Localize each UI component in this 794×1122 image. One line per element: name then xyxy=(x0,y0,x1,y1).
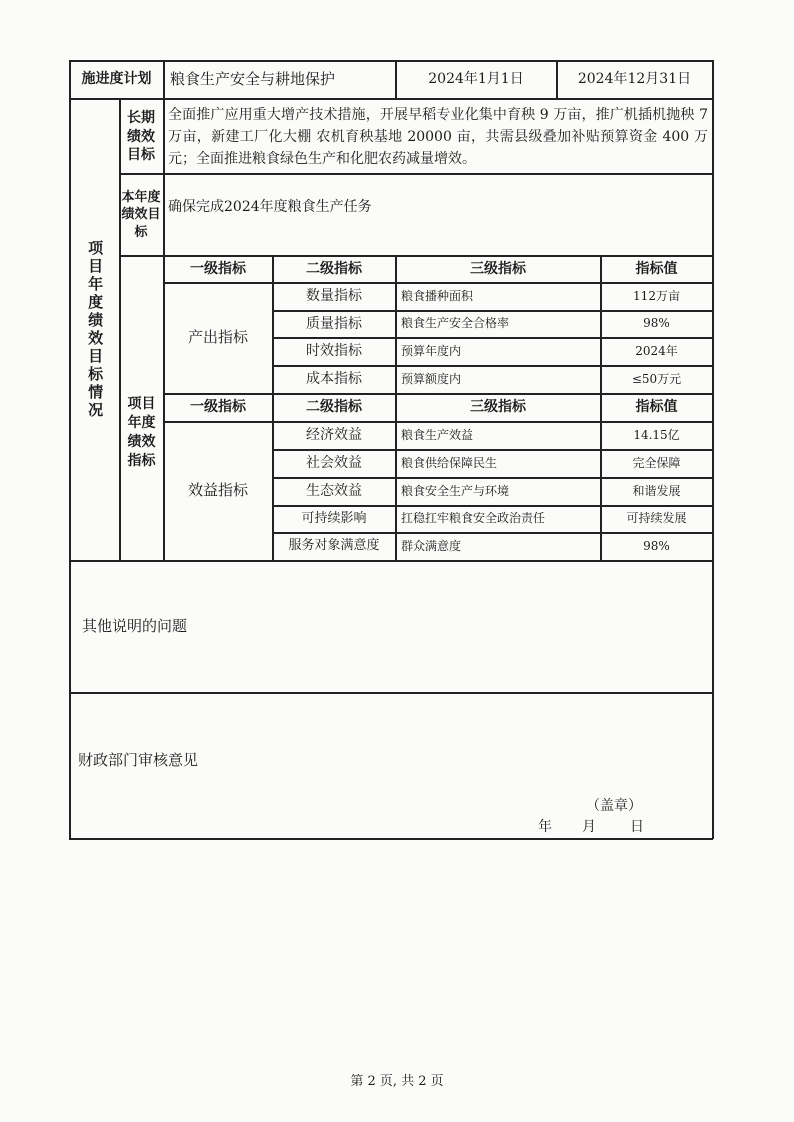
page-number: 第 2 页, 共 2 页 xyxy=(350,1073,444,1089)
header-level2: 二级指标 xyxy=(306,260,362,277)
benefit-value: 可持续发展 xyxy=(626,511,687,526)
output-l3: 预算额度内 xyxy=(401,371,462,386)
benefit-l3: 粮食供给保障民生 xyxy=(401,455,498,470)
header-level3: 三级指标 xyxy=(470,399,526,416)
schedule-label: 施进度计划 xyxy=(81,71,152,88)
output-l3: 粮食生产安全合格率 xyxy=(401,316,510,331)
finance-seal: （盖章） xyxy=(586,798,642,814)
grid-line xyxy=(163,60,165,99)
benefit-l3: 群众满意度 xyxy=(401,538,462,553)
output-value: 2024年 xyxy=(635,343,678,358)
benefit-l3: 粮食安全生产与环境 xyxy=(401,483,510,498)
schedule-end-date: 2024年12月31日 xyxy=(577,71,692,88)
grid-line xyxy=(69,838,713,840)
benefit-value: 98% xyxy=(643,538,670,553)
section-label xyxy=(70,99,119,560)
output-l3: 粮食播种面积 xyxy=(401,288,474,303)
benefit-l2: 生态效益 xyxy=(306,483,362,500)
benefit-value: 完全保障 xyxy=(632,455,681,470)
schedule-content: 粮食生产安全与耕地保护 xyxy=(170,69,336,88)
output-label: 产出指标 xyxy=(187,328,248,347)
header-level2: 二级指标 xyxy=(306,399,362,416)
header-value: 指标值 xyxy=(635,399,678,416)
grid-line xyxy=(712,60,714,839)
schedule-start-date: 2024年1月1日 xyxy=(428,71,524,88)
benefit-l2: 社会效益 xyxy=(306,455,362,472)
output-value: ≤50万元 xyxy=(631,371,682,386)
output-l2: 时效指标 xyxy=(306,343,362,360)
header-level1: 一级指标 xyxy=(190,260,246,277)
output-l2: 质量指标 xyxy=(306,315,362,332)
output-l3: 预算年度内 xyxy=(401,343,462,358)
benefit-l2: 可持续影响 xyxy=(301,510,367,526)
long-term-label: 长期绩效目标 xyxy=(127,109,155,164)
finance-date-year: 年 xyxy=(538,819,552,835)
grid-line xyxy=(69,98,713,100)
benefit-l2: 经济效益 xyxy=(306,427,362,444)
indicators-label: 项目年度绩效指标 xyxy=(127,396,156,469)
output-value: 98% xyxy=(643,316,670,331)
annual-text: 确保完成2024年度粮食生产任务 xyxy=(168,198,372,215)
header-level3: 三级指标 xyxy=(470,260,526,277)
benefit-l3: 粮食生产效益 xyxy=(401,427,474,442)
section-label-text: 项目年度绩效目标情况 xyxy=(86,239,105,420)
output-l2: 成本指标 xyxy=(306,371,362,388)
benefit-l3: 扛稳扛牢粮食安全政治责任 xyxy=(401,511,546,526)
benefit-value: 14.15亿 xyxy=(633,427,680,442)
annual-label: 本年度绩效目标 xyxy=(121,190,161,240)
long-term-text: 全面推广应用重大增产技术措施，开展早稻专业化集中育秧 9 万亩，推广机插机抛秧 7 万亩，新建工厂化大棚 农机育秧基地 20000 亩，共需县级叠加补贴预算资金 400 万元；全面推进粮食绿色生产和化肥农药减量增效。 xyxy=(168,107,708,167)
other-issues-label: 其他说明的问题 xyxy=(82,616,188,635)
benefit-value: 和谐发展 xyxy=(632,483,681,498)
benefit-label: 效益指标 xyxy=(187,481,248,500)
finance-label: 财政部门审核意见 xyxy=(78,750,199,769)
output-l2: 数量指标 xyxy=(306,288,362,305)
finance-date-day: 日 xyxy=(630,819,644,835)
header-level1: 一级指标 xyxy=(190,399,246,416)
benefit-l2: 服务对象满意度 xyxy=(288,538,380,554)
output-value: 112万亩 xyxy=(633,288,680,303)
finance-date-month: 月 xyxy=(582,819,596,835)
header-value: 指标值 xyxy=(635,260,678,277)
